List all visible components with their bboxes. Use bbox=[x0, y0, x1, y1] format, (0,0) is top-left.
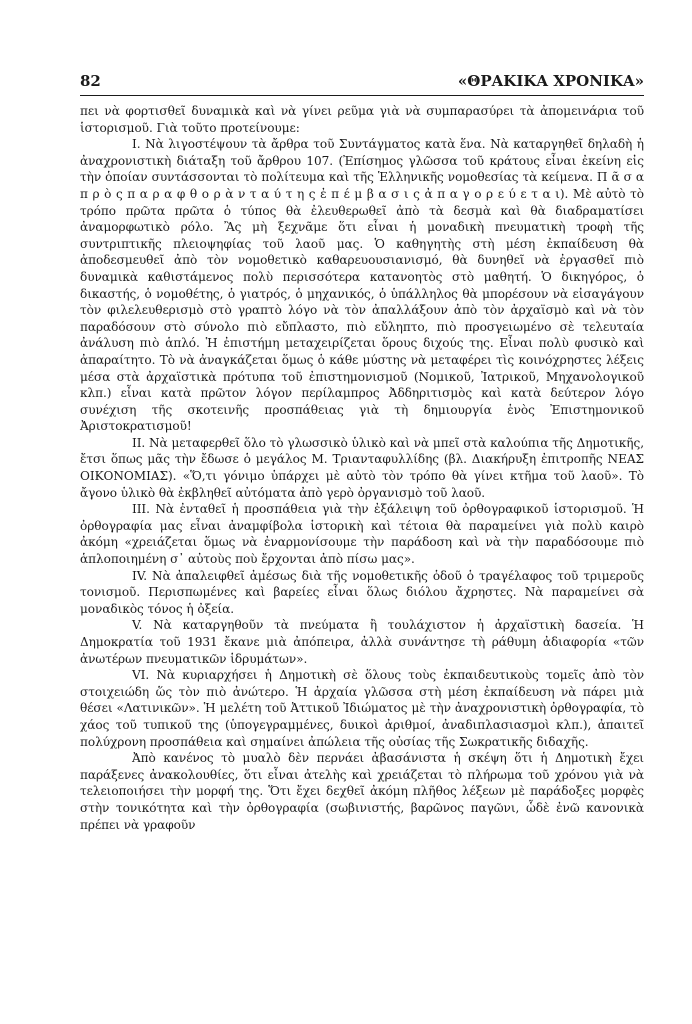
paragraph-closing: Ἀπὸ κανένος τὸ μυαλὸ δὲν περνάει ἀβασάνιστα ἡ σκέψη ὅτι ἡ Δημοτικὴ ἔχει παράξενες ἀνακολουθίες, ὅτι εἶναι ἀτελὴς καὶ χρειάζεται τὸ πλήρωμα τοῦ χρόνου γιὰ νὰ τελειοποιήσει τὴν μορφή της. Ὅτι ἔχει δεχθεῖ ἀκόμη πλῆθος λέξεων μὲ παράδοξες μορφὲς στὴν τονικότητα καὶ τὴν ὀρθογραφία (σωβινιστής, βαρῶνος παγῶνι, ὧδὲ ἐνῶ κανονικὰ πρέπει νὰ γραφοῦν bbox=[80, 751, 644, 832]
paragraph-proposal-4: IV. Νὰ ἀπαλειφθεῖ ἀμέσως διὰ τῆς νομοθετικῆς ὁδοῦ ὁ τραγέλαφος τοῦ τριμεροῦς τονισμοῦ. Περισπωμένες καὶ βαρείες εἶναι ὅλως διόλου ἄχρηστες. Νὰ παραμείνει σὰ μοναδικὸς τόνος ἡ ὀξεία. bbox=[80, 568, 644, 616]
paragraph-proposal-1: Ι. Νὰ λιγοστέψουν τὰ ἄρθρα τοῦ Συντάγματος κατὰ ἕνα. Νὰ καταργηθεῖ δηλαδὴ ἡ ἀναχρονιστικὴ διάταξη τοῦ ἄρθρου 107. (Ἐπίσημος γλῶσσα τοῦ κράτους εἶναι ἐκείνη εἰς τὴν ὁποίαν συντάσσονται τὸ πολίτευμα καὶ τῆς Ἑλληνικῆς νομοθεσίας τὰ κείμενα. Π ᾶ σ α π ρ ὸ ς π α ρ α φ θ ο ρ ὰ ν τ α ύ τ η ς ἐ π έ μ β α σ ι ς ἀ π α γ ο ρ ε ύ ε τ α ι). Μὲ αὐτὸ τὸ τρόπο πρῶτα πρῶτα ὁ τύπος θὰ ἐλευθερωθεῖ ἀπὸ τὰ δεσμὰ καὶ θὰ διαδραματίσει ἀναμορφωτικὸ ρόλο. Ἂς μὴ ξεχνᾶμε ὅτι εἶναι ἡ μοναδικὴ πνευματικὴ τροφὴ τῆς συντριπτικῆς πλειοψηφίας τοῦ λαοῦ μας. Ὁ καθηγητὴς στὴ μέση ἐκπαίδευση θὰ ἀποδεσμευθεῖ ἀπὸ τὸν νομοθετικὸ καθαρευουσιανισμό, θὰ δυνηθεῖ νὰ ἐργασθεῖ πιὸ δυναμικὰ καθιστάμενος πολὺ περισσότερα κατανοητὸς στὸ μαθητή. Ὁ δικηγόρος, ὁ δικαστής, ὁ νομοθέτης, ὁ γιατρός, ὁ μηχανικός, ὁ ὑπάλληλος θὰ μπορέσουν νὰ εἰσαγάγουν τὸν φιλελευθερισμὸ στὸ γραπτὸ λόγο νὰ τὸν ἀπαλλάξουν ἀπὸ τὸν ἀρχαϊσμὸ καὶ νὰ τὸν παραδόσουν στὸ σύνολο πιὸ εὔπλαστο, πιὸ εὔληπτο, πιὸ προσγειωμένο σὲ τελευταία ἀνάλυση πιὸ ἁπλό. Ἡ ἐπιστήμη μεταχειρίζεται ὅρους διχούς της. Εἶναι πολὺ φυσικὸ καὶ ἀπαραίτητο. Τὸ νὰ ἀναγκάζεται ὅμως ὁ κάθε μύστης νὰ μεταφέρει τὶς κοινόχρηστες λέξεις μέσα στὰ ἀρχαϊστικὰ πρότυπα τοῦ ἐπιστημονισμοῦ (Νομικοῦ, Ἰατρικοῦ, Μηχανολογικοῦ κλπ.) εἶναι κατὰ πρῶτον λόγον περίλαμπρος Ἀδδηριτισμὸς καὶ κατὰ δεύτερον λόγο συνέχιση τῆς σκοτεινῆς προσπάθειας γιὰ τὴ δημιουργία ἑνὸς Ἐπιστημονικοῦ Ἀριστοκρατισμοῦ! bbox=[80, 137, 644, 434]
page-header bbox=[80, 72, 644, 90]
article-body bbox=[80, 103, 644, 833]
paragraph-proposal-3: ΙΙΙ. Νὰ ἐνταθεῖ ἡ προσπάθεια γιὰ τὴν ἐξάλειψη τοῦ ὀρθογραφικοῦ ἱστορισμοῦ. Ἡ ὀρθογραφία μας εἶναι ἀναμφίβολα ἱστορικὴ καὶ τέτοια θὰ παραμείνει γιὰ πολὺ καιρὸ ἀκόμη «χρειάζεται ὅμως νὰ ἐναρμονίσουμε τὴν παράδοση καὶ νὰ τὴν παραδόσουμε πιὸ ἁπλοποιημένη σ᾽ αὐτοὺς ποὺ ἔρχονται ἀπὸ πίσω μας». bbox=[80, 502, 644, 567]
header-divider bbox=[80, 95, 644, 96]
paragraph-intro-continuation: πει νὰ φορτισθεῖ δυναμικὰ καὶ νὰ γίνει ρεῦμα γιὰ νὰ συμπαρασύρει τὰ ἀπομεινάρια τοῦ ἱστορισμοῦ. Γιὰ τοῦτο προτείνουμε: bbox=[80, 104, 644, 135]
paragraph-proposal-5: V. Νὰ καταργηθοῦν τὰ πνεύματα ἢ τουλάχιστον ἡ ἀρχαϊστικὴ δασεία. Ἡ Δημοκρατία τοῦ 1931 ἔκανε μιὰ ἀπόπειρα, ἀλλὰ συνάντησε τὴ ράθυμη ἀδιαφορία «τῶν ἀνωτέρων πνευματικῶν ἱδρυμάτων». bbox=[80, 618, 644, 666]
paragraph-proposal-6: VI. Νὰ κυριαρχήσει ἡ Δημοτικὴ σὲ ὅλους τοὺς ἐκπαιδευτικοὺς τομεῖς ἀπὸ τὸν στοιχειώδη ὥς τὸν πιὸ ἀνώτερο. Ἡ ἀρχαία γλῶσσα στὴ μέση ἐκπαίδευση νὰ πάρει μιὰ θέσει «Λατινικῶν». Ἡ μελέτη τοῦ Ἀττικοῦ Ἰδιώματος μὲ τὴν ἀναχρονιστικὴ ὀρθογραφία, τὸ χάος τοῦ τυπικοῦ της (ὑπογεγραμμένες, δυικοὶ ἀριθμοί, ἀναδιπλασιασμοὶ κλπ.), ἀπαιτεῖ πολύχρονη προσπάθεια καὶ σημαίνει ἀπώλεια τῆς οὐσίας τῆς Σωκρατικῆς διδαχῆς. bbox=[80, 668, 644, 749]
page-number: 82 bbox=[80, 72, 101, 90]
journal-title: «ΘΡΑΚΙΚΑ ΧΡΟΝΙΚΑ» bbox=[457, 72, 644, 90]
paragraph-proposal-2: ΙΙ. Νὰ μεταφερθεῖ ὅλο τὸ γλωσσικὸ ὑλικὸ καὶ νὰ μπεῖ στὰ καλούπια τῆς Δημοτικῆς, ἔτσι ὅπως μᾶς τὴν ἔδωσε ὁ μεγάλος Μ. Τριανταφυλλίδης (βλ. Διακήρυξη ἐπιτροπῆς ΝΕΑΣ ΟΙΚΟΝΟΜΙΑΣ). «Ὅ,τι γόνιμο ὑπάρχει μὲ αὐτὸ τὸν τρόπο θὰ γίνει κτῆμα τοῦ λαοῦ». Τὸ ἄγονο ὑλικὸ θὰ ἐκβληθεῖ αὐτόματα ἀπὸ γερὸ ὀργανισμὸ τοῦ λαοῦ. bbox=[80, 435, 644, 500]
